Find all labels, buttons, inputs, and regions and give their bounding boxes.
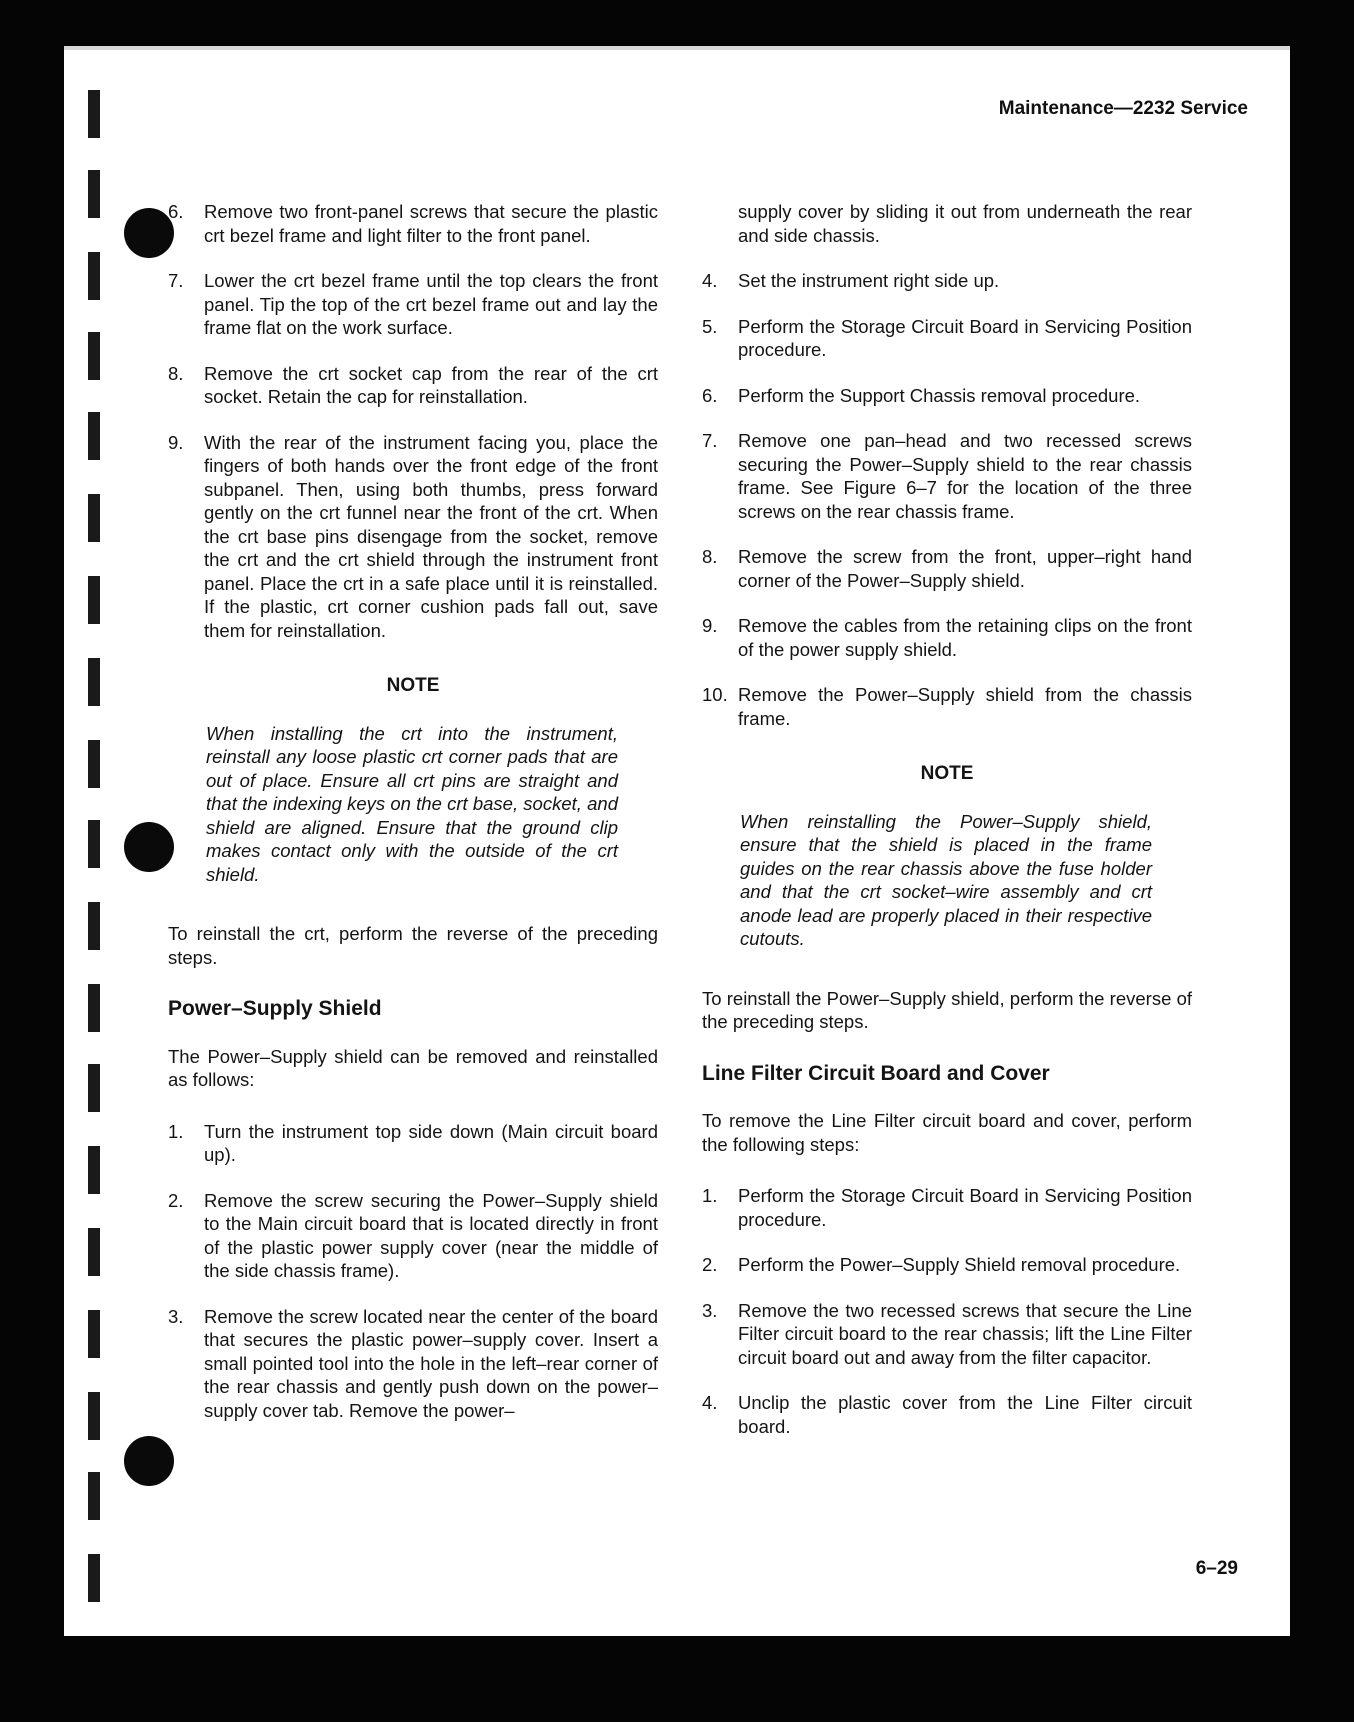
step-number: 2. <box>168 1189 184 1211</box>
step-number: 2. <box>702 1254 718 1275</box>
list-item <box>702 429 1192 523</box>
binding-mark <box>88 1064 100 1112</box>
note-title: NOTE <box>386 675 440 696</box>
binding-mark <box>88 1228 100 1276</box>
step-text: Lower the crt bezel frame until the top clears the front panel. Tip the top of the crt bezel frame out and lay the frame flat on the work surface. <box>204 270 658 338</box>
binding-mark <box>88 90 100 138</box>
step-number: 8. <box>168 362 184 384</box>
step-text: Set the instrument right side up. <box>738 270 1000 291</box>
list-item <box>702 269 1192 293</box>
section-intro: To remove the Line Filter circuit board and cover, perform the following steps: <box>702 1110 1192 1155</box>
step-number: 9. <box>168 431 184 453</box>
step-text: Perform the Storage Circuit Board in Servicing Position procedure. <box>738 315 1192 360</box>
step-number: 7. <box>702 430 718 451</box>
right-column <box>702 200 1192 1460</box>
step-text: Remove the two recessed screws that secure the Line Filter circuit board to the rear chassis; lift the Line Filter circuit board out and away from the filter capacitor. <box>738 1299 1192 1368</box>
list-item <box>702 1299 1192 1370</box>
step-number: 10. <box>702 684 728 705</box>
step-number: 1. <box>702 1185 718 1206</box>
step-text: Perform the Power–Supply Shield removal procedure. <box>738 1254 1181 1275</box>
section-intro: The Power–Supply shield can be removed and reinstalled as follows: <box>168 1045 658 1090</box>
punch-hole <box>124 208 174 258</box>
binding-mark <box>88 332 100 380</box>
step-text: Remove the screw located near the center of the board that secures the plastic power–supply cover. Insert a small pointed tool into the hole in the left–rear corner of the rear chassis and gently push down on the power–supply cover tab. Remove the power– <box>204 1305 658 1421</box>
step-number: 8. <box>702 546 718 567</box>
binding-mark <box>88 170 100 218</box>
step-number: 4. <box>702 1392 718 1413</box>
note-text: When reinstalling the Power–Supply shield, ensure that the shield is placed in the frame guides on the rear chassis above the fuse holder and that the crt socket–wire assembly and crt anode lead are properly placed in their respective cutouts. <box>740 810 1152 949</box>
binding-mark <box>88 1392 100 1440</box>
list-item <box>168 269 658 340</box>
continuation-text: supply cover by sliding it out from underneath the rear and side chassis. <box>738 201 1192 246</box>
step-number: 7. <box>168 270 184 291</box>
reinstall-paragraph: To reinstall the Power–Supply shield, perform the reverse of the preceding steps. <box>702 987 1192 1032</box>
list-item <box>702 545 1192 592</box>
step-number: 3. <box>702 1299 718 1321</box>
step-text: Remove the screw from the front, upper–right hand corner of the Power–Supply shield. <box>738 546 1192 591</box>
binding-mark <box>88 820 100 868</box>
list-item <box>168 1120 658 1167</box>
punch-hole <box>124 1436 174 1486</box>
step-text: Remove two front-panel screws that secure the plastic crt bezel frame and light filter to the front panel. <box>204 201 658 246</box>
punch-hole <box>124 822 174 872</box>
binding-mark <box>88 984 100 1032</box>
step-number: 6. <box>168 201 184 222</box>
binding-mark <box>88 252 100 300</box>
binding-mark <box>88 740 100 788</box>
binding-mark <box>88 412 100 460</box>
binding-mark <box>88 658 100 706</box>
page-header: Maintenance—2232 Service <box>998 98 1248 119</box>
step-text: Remove the Power–Supply shield from the chassis frame. <box>738 684 1192 729</box>
list-item <box>702 200 1192 247</box>
binding-mark <box>88 494 100 542</box>
left-column <box>168 200 658 1444</box>
page-number: 6–29 <box>1195 1558 1238 1579</box>
step-text: Remove the cables from the retaining clips on the front of the power supply shield. <box>738 615 1192 660</box>
step-number: 6. <box>702 384 718 406</box>
list-item <box>702 315 1192 362</box>
list-item <box>168 431 658 643</box>
step-number: 4. <box>702 270 718 291</box>
step-text: Perform the Support Chassis removal procedure. <box>738 384 1141 406</box>
note-title: NOTE <box>920 763 974 784</box>
step-number: 5. <box>702 315 718 337</box>
list-item <box>168 1305 658 1423</box>
note-text: When installing the crt into the instrument, reinstall any loose plastic crt corner pads that are out of place. Ensure all crt pins are straight and that the indexing keys on the crt base, socket, and shield are aligned. Ensure that the ground clip makes contact only with the outside of the crt shield. <box>206 722 618 885</box>
step-text: Remove one pan–head and two recessed screws securing the Power–Supply shield to the rear chassis frame. See Figure 6–7 for the location of the three screws on the rear chassis frame. <box>738 430 1192 522</box>
list-item <box>702 1184 1192 1231</box>
binding-mark <box>88 1310 100 1358</box>
step-text: Remove the crt socket cap from the rear of the crt socket. Retain the cap for reinstallation. <box>204 362 658 407</box>
list-item <box>168 362 658 409</box>
binding-mark <box>88 576 100 624</box>
section-title: Line Filter Circuit Board and Cover <box>702 1061 1050 1085</box>
step-text: Turn the instrument top side down (Main circuit board up). <box>204 1120 658 1165</box>
list-item <box>702 683 1192 730</box>
binding-mark <box>88 1146 100 1194</box>
step-number: 3. <box>168 1305 184 1327</box>
reinstall-paragraph: To reinstall the crt, perform the reverse of the preceding steps. <box>168 923 658 968</box>
list-item <box>702 1253 1192 1277</box>
binding-mark <box>88 1472 100 1520</box>
list-item <box>702 1391 1192 1438</box>
step-text: Perform the Storage Circuit Board in Servicing Position procedure. <box>738 1185 1192 1230</box>
list-item <box>168 200 658 247</box>
step-text: Remove the screw securing the Power–Supply shield to the Main circuit board that is located directly in front of the plastic power supply cover (near the middle of the side chassis frame). <box>204 1189 658 1281</box>
list-item <box>702 384 1192 408</box>
section-title: Power–Supply Shield <box>168 997 382 1020</box>
step-number: 1. <box>168 1120 184 1142</box>
step-text: With the rear of the instrument facing you, place the fingers of both hands over the front edge of the front subpanel. Then, using both thumbs, press forward gently on the crt funnel near the front of the crt. When the crt base pins disengage from the socket, remove the crt and the crt shield through the instrument front panel. Place the crt in a safe place until it is reinstalled. If the plastic, crt corner cushion pads fall out, save them for reinstallation. <box>204 431 658 641</box>
binding-mark <box>88 1554 100 1602</box>
step-text: Unclip the plastic cover from the Line Filter circuit board. <box>738 1392 1192 1437</box>
binding-mark <box>88 902 100 950</box>
step-number: 9. <box>702 615 718 636</box>
list-item <box>168 1189 658 1283</box>
list-item <box>702 614 1192 661</box>
